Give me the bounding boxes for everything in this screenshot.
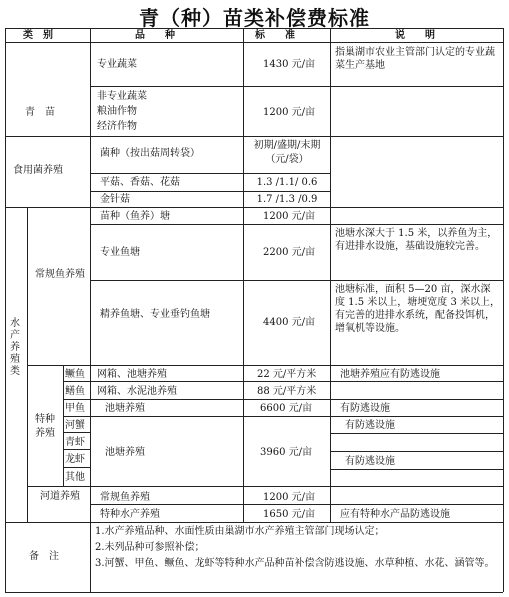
sp-loach-species: 鳝鱼 [65,386,85,397]
qm-row2-name-2: 粮油作物 [97,106,137,117]
line-fungus-end [5,207,503,208]
table-border-bottom [5,592,503,593]
qm-row1-note: 指巢湖市农业主管部门认定的专业蔬菜生产基地 [335,47,495,71]
reg-r3-note: 池塘标准，面积 5—20 亩，深水深度 1.5 米以上，塘埂宽度 3 米以上，有完善的进排水系统，配备投饵机，增氧机等设施。 [335,284,500,334]
remarks-item-2: 2.未列品种可参照补偿； [95,542,205,553]
sp-turtle-std: 6600 元/亩 [260,403,312,414]
reg-r3-std: 4400 元/亩 [263,317,315,328]
table-border-right [503,28,504,592]
sp-group-species-2: 青虾 [65,437,85,448]
river-r2-std: 1650 元/亩 [263,509,315,520]
col-divider-remarks [90,522,91,592]
sp-group-name: 池塘养殖 [105,447,145,458]
header-divider [5,42,503,43]
river-r2-name: 特种水产养殖 [100,509,160,520]
remarks-item-3: 3.河蟹、甲鱼、鳜鱼、龙虾等特种水产品种苗补偿含防逃设施、水草种植、水花、涵管等。 [95,558,495,569]
line-sp-species-3 [63,467,90,468]
reg-r1-name: 苗种（鱼养）塘 [100,211,170,222]
line-remarks-start [5,522,503,523]
line-sp-species-2 [63,449,90,450]
sp-group-note2: 有防逃设施 [345,456,395,467]
sp-group-species-1: 河蟹 [65,420,85,431]
line-sp-species-1 [63,432,90,433]
col-divider-variety [243,28,244,522]
document-title: 青（种）苗类补偿费标准 [139,6,370,30]
sp-eel-name: 网箱、池塘养殖 [97,369,167,380]
sp-eel-std: 22 元/平方米 [257,369,317,380]
line-sp-1 [63,381,503,382]
line-qm-1 [90,86,503,87]
reg-r3-name: 精养鱼塘、专业垂钓鱼塘 [100,309,210,320]
sp-loach-name: 网箱、水泥池养殖 [97,386,177,397]
qm-row2-std: 1200 元/亩 [263,107,315,118]
sp-turtle-note: 有防逃设施 [340,403,390,414]
sp-eel-species: 鳜鱼 [65,369,85,380]
col-divider-species [63,365,64,486]
river-r2-note: 应有特种水产品防逃设施 [340,509,450,520]
sp-group-note1: 有防逃设施 [345,420,395,431]
fungus-std-head-2: （元/袋） [265,154,309,165]
line-sp-note [330,433,503,434]
table-border-left [5,28,6,592]
reg-r1-std: 1200 元/亩 [263,211,315,222]
sp-group-std: 3960 元/亩 [260,447,312,458]
qingmiao-label: 青 苗 [25,107,55,118]
line-sp-end [27,486,503,487]
reg-r2-std: 2200 元/亩 [263,247,315,258]
line-reg-end [27,365,503,366]
sp-turtle-species: 甲鱼 [65,403,85,414]
sp-eel-note: 池塘养殖应有防逃设施 [340,369,440,380]
sp-group-species-4: 其他 [65,472,85,483]
special-label: 特种养殖 [35,414,55,439]
river-r1-std: 1200 元/亩 [263,492,315,503]
col-divider-category [90,28,91,522]
fungus-name1: 菌种（按出菇周转袋） [100,148,200,159]
remarks-item-1: 1.水产养殖品种、水面性质由巢湖市水产养殖主管部门现场认定； [95,526,385,537]
qm-row2-name-1: 非专业蔬菜 [97,91,147,102]
fungus-name3: 金针菇 [100,194,130,205]
line-sp-2 [63,399,503,400]
fungus-name2: 平菇、香菇、花菇 [100,177,180,188]
sp-group-species-3: 龙虾 [65,454,85,465]
reg-r2-name: 专业鱼塘 [100,247,140,258]
col-divider-aquatic [27,207,28,522]
line-fungus-2 [90,191,330,192]
qm-row2-name-3: 经济作物 [97,121,137,132]
river-label: 河道养殖 [40,491,80,502]
line-fungus-1 [90,173,330,174]
aquatic-label: 水产养殖类 [10,318,20,377]
header-category: 类 别 [23,30,53,41]
line-sp-note3 [330,469,503,470]
col-divider-standard [330,28,331,522]
regular-label: 常规鱼养殖 [35,269,85,280]
line-qm-end [5,136,503,137]
line-sp-note2 [330,451,503,452]
qm-row1-std: 1430 元/亩 [263,59,315,70]
fungus-label: 食用菌养殖 [13,165,63,176]
fungus-std2: 1.3 /1.1/ 0.6 [256,177,318,188]
line-reg-1 [90,224,503,225]
compensation-table [5,28,503,592]
fungus-std-head-1: 初期/盛期/末期 [253,140,321,151]
line-river-1 [90,504,503,505]
remarks-label: 备 注 [29,551,59,562]
sp-loach-std: 88 元/平方米 [257,386,317,397]
line-sp-3 [63,416,503,417]
qm-row1-name: 专业蔬菜 [97,59,137,70]
header-variety: 品 种 [135,30,175,41]
reg-r2-note: 池塘水深大于 1.5 米，以养鱼为主，有进排水设施，基础设施较完善。 [335,228,498,252]
fungus-std3: 1.7 /1.3 /0.9 [256,194,318,205]
header-standard: 标 准 [255,30,295,41]
line-reg-2 [90,280,503,281]
header-note: 说 明 [395,30,435,41]
river-r1-name: 常规鱼养殖 [100,492,150,503]
sp-turtle-name: 池塘养殖 [105,403,145,414]
